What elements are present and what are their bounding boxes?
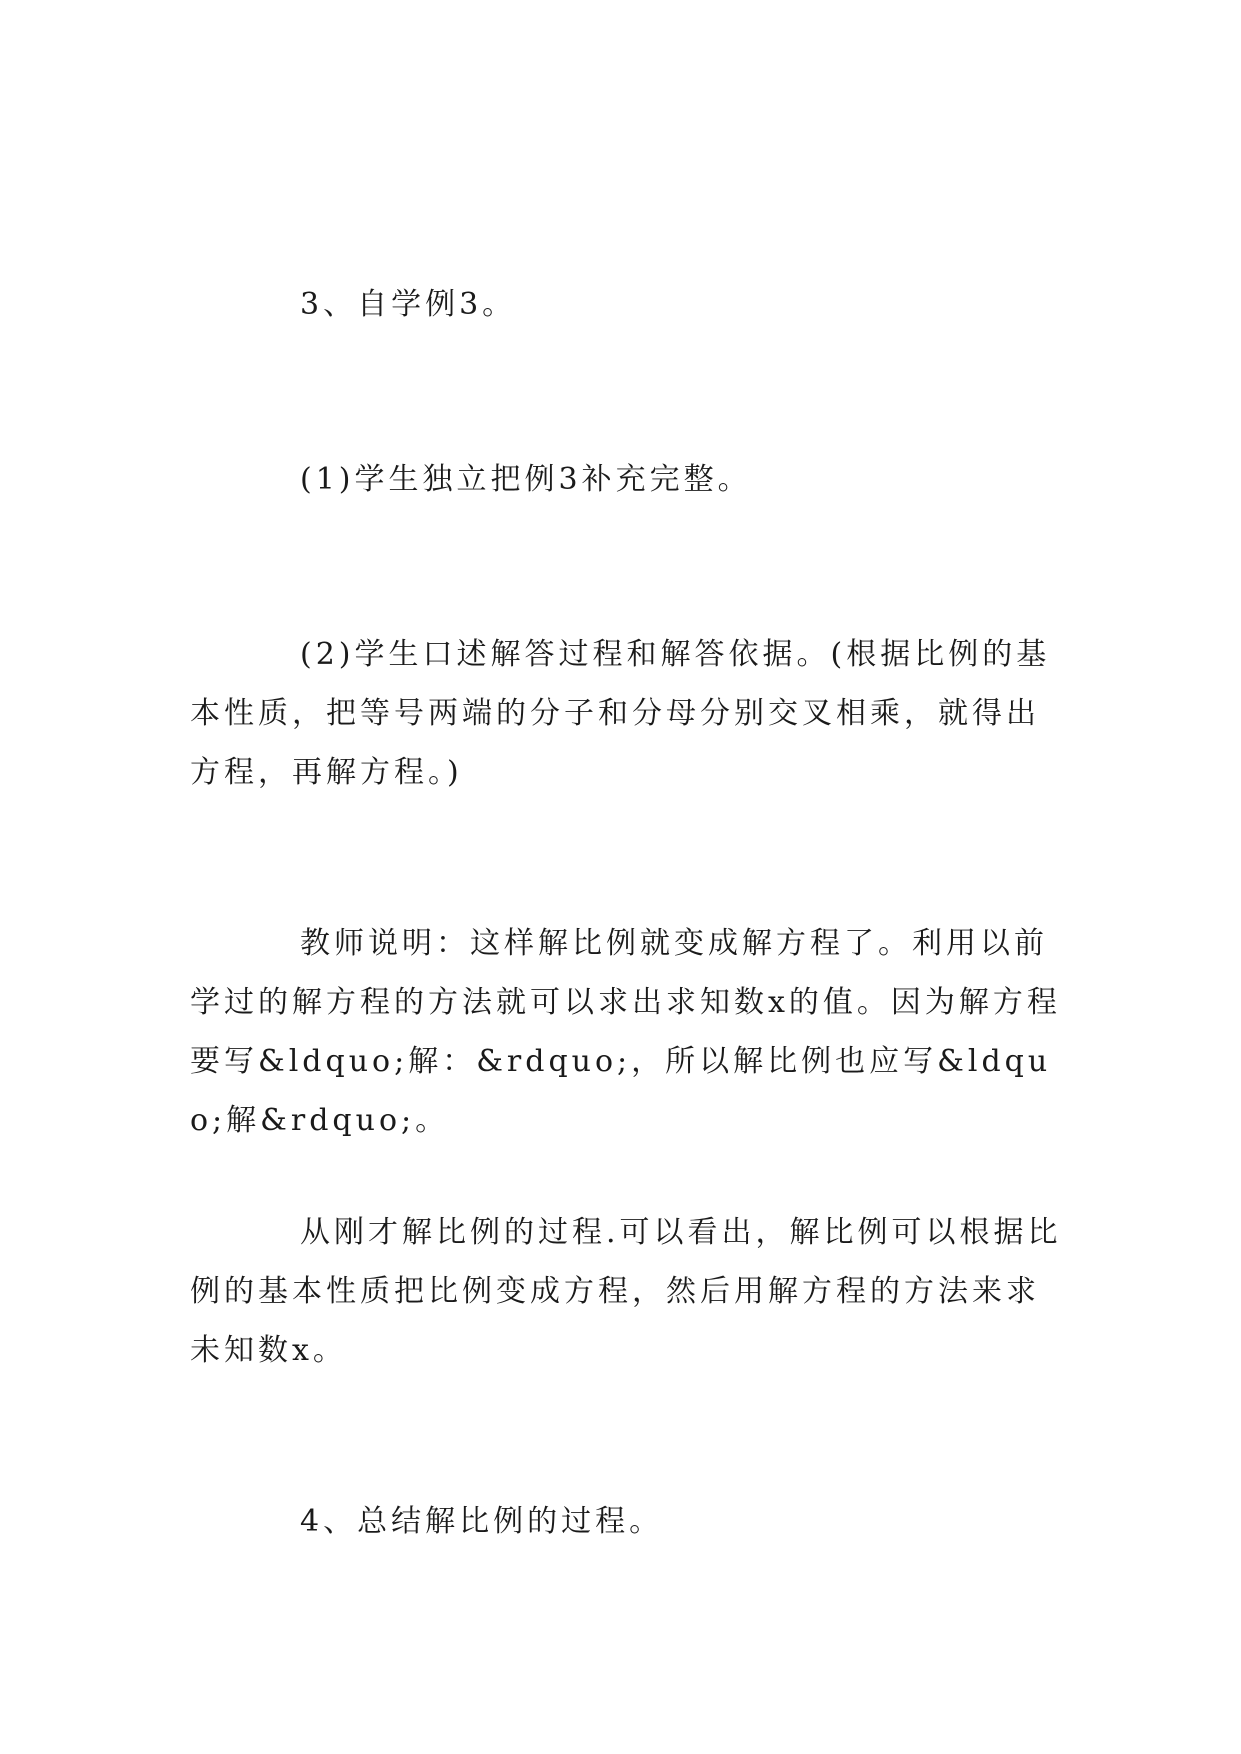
paragraph-step-3-2: (2)学生口述解答过程和解答依据。(根据比例的基本性质，把等号两端的分子和分母分别交叉相乘，就得出方程，再解方程。)	[190, 637, 1051, 790]
paragraph-step-3-heading: 3、自学例3。	[300, 287, 517, 322]
paragraph-summary-observation: 从刚才解比例的过程.可以看出，解比例可以根据比例的基本性质把比例变成方程，然后用解方程的方法来求未知数x。	[190, 1215, 1062, 1368]
paragraph-teacher-explanation: 教师说明：这样解比例就变成解方程了。利用以前学过的解方程的方法就可以求出求知数x的值。因为解方程要写&ldquo;解：&rdquo;，所以解比例也应写&ldquo;解&rdquo;。	[190, 926, 1061, 1138]
paragraph-step-4-heading: 4、总结解比例的过程。	[300, 1504, 664, 1539]
paragraph-step-3-1: (1)学生独立把例3补充完整。	[300, 462, 752, 497]
